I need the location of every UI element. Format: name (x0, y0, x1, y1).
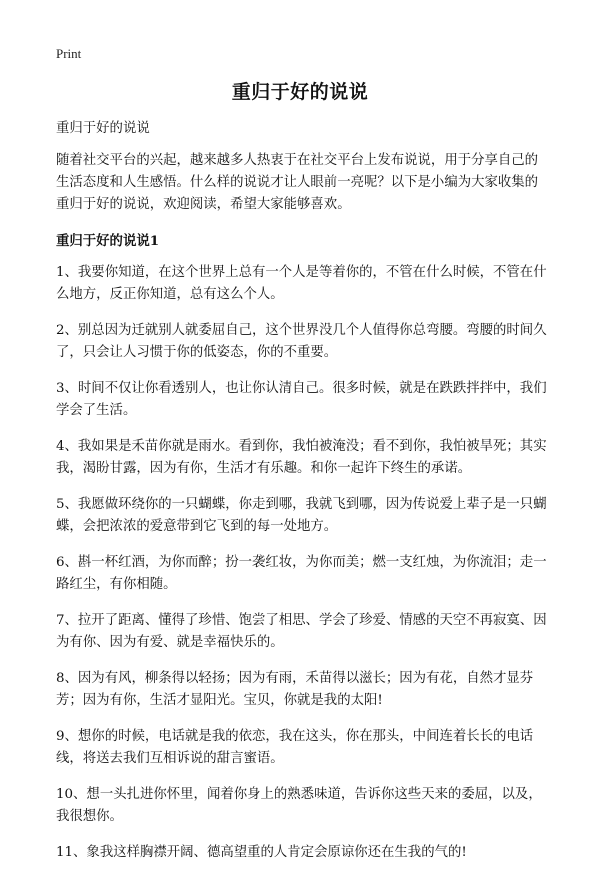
list-item: 3、时间不仅让你看透别人，也让你认清自己。很多时候，就是在跌跌拌拌中，我们学会了生活。 (56, 381, 547, 418)
section-heading: 重归于好的说说1 (56, 233, 160, 249)
list-item: 1、我要你知道，在这个世界上总有一个人是等着你的，不管在什么时候，不管在什么地方，反正你知道，总有这么个人。 (56, 265, 547, 302)
list-item: 4、我如果是禾苗你就是雨水。看到你，我怕被淹没；看不到你，我怕被旱死；其实我，渴盼甘露，因为有你，生活才有乐趣。和你一起许下终生的承诺。 (56, 439, 547, 476)
list-item: 7、拉开了距离、懂得了珍惜、饱尝了相思、学会了珍爱、情感的天空不再寂寞、因为有你、因为有爱、就是幸福快乐的。 (56, 613, 547, 650)
print-link[interactable]: Print (56, 46, 82, 61)
page-title: 重归于好的说说 (231, 81, 369, 103)
list-item: 11、象我这样胸襟开阔、德高望重的人肯定会原谅你还在生我的气的! (56, 845, 467, 860)
list-item: 6、斟一杯红酒，为你而醉；扮一袭红妆，为你而美；燃一支红烛，为你流泪；走一路红尘，有你相随。 (56, 555, 547, 592)
article-intro: 随着社交平台的兴起，越来越多人热衷于在社交平台上发布说说，用于分享自己的生活态度和人生感悟。什么样的说说才让人眼前一亮呢？以下是小编为大家收集的重归于好的说说，欢迎阅读，希望大家能够喜欢。 (56, 153, 539, 212)
list-item: 2、别总因为迁就别人就委屈自己，这个世界没几个人值得你总弯腰。弯腰的时间久了，只会让人习惯于你的低姿态，你的不重要。 (56, 323, 547, 360)
article-body (56, 118, 548, 878)
list-item: 10、想一头扎进你怀里，闻着你身上的熟悉味道，告诉你这些天来的委屈，以及，我很想你。 (56, 787, 542, 824)
list-item: 5、我愿做环绕你的一只蝴蝶，你走到哪，我就飞到哪，因为传说爱上辈子是一只蝴蝶，会把浓浓的爱意带到它飞到的每一处地方。 (56, 497, 547, 534)
list-item: 8、因为有风，柳条得以轻扬；因为有雨，禾苗得以滋长；因为有花，自然才显芬芳；因为有你，生活才显阳光。宝贝，你就是我的太阳! (56, 671, 534, 708)
list-item: 9、想你的时候，电话就是我的依恋，我在这头，你在那头，中间连着长长的电话线，将送去我们互相诉说的甜言蜜语。 (56, 729, 534, 766)
article-subtitle: 重归于好的说说 (56, 121, 150, 136)
